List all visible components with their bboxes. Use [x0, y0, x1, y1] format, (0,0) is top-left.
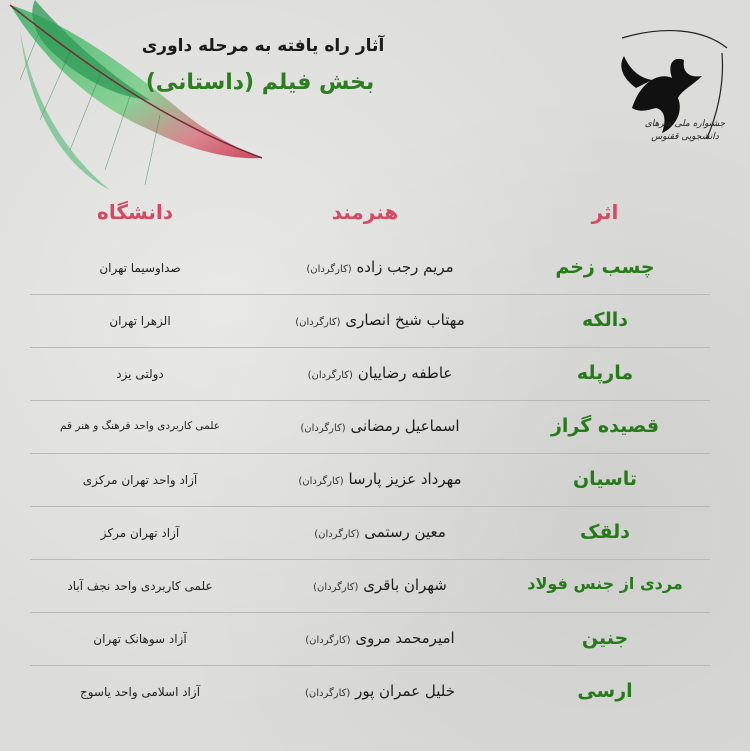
work-title: مردی از جنس فولاد	[527, 574, 683, 593]
artist-name: عاطفه رضاییان	[357, 364, 453, 382]
artist-name: خلیل عمران پور	[355, 682, 455, 700]
university-name: دولتی یزد	[116, 367, 164, 381]
artist-cell	[260, 311, 500, 329]
work-title: دالکه	[582, 309, 628, 331]
artist-role: (کارگردان)	[295, 317, 341, 328]
artist-role: (کارگردان)	[305, 635, 351, 646]
table-row	[30, 401, 710, 454]
artist-cell	[260, 629, 500, 647]
artist-cell	[260, 364, 500, 382]
university-name: آزاد اسلامی واحد یاسوج	[79, 685, 201, 699]
column-header-university: دانشگاه	[97, 200, 173, 224]
work-title: چسب زخم	[555, 256, 655, 278]
table-row	[30, 454, 710, 507]
artist-role: (کارگردان)	[306, 264, 352, 275]
table-row	[30, 242, 710, 295]
university-name: آزاد واحد تهران مرکزی	[82, 473, 198, 487]
artist-name: اسماعیل رمضانی	[350, 417, 460, 435]
logo-text: جشنواره ملی هنرهای دانشجویی ققنوس	[644, 119, 726, 142]
work-title: قصیده گراز	[550, 415, 660, 437]
table-row	[30, 560, 710, 613]
table-row	[30, 666, 710, 718]
artist-cell	[260, 417, 500, 435]
artist-role: (کارگردان)	[313, 582, 359, 593]
artist-cell	[260, 576, 500, 594]
artist-role: (کارگردان)	[305, 688, 351, 699]
artist-cell	[260, 523, 500, 541]
table-row	[30, 507, 710, 560]
university-name: الزهرا تهران	[109, 314, 171, 328]
table-row	[30, 348, 710, 401]
entries-table	[30, 242, 710, 718]
column-header-work: اثر	[591, 200, 619, 224]
university-name: علمی کاربردی واحد نجف آباد	[67, 579, 213, 593]
work-title: جنین	[581, 627, 629, 649]
university-name: صداوسیما تهران	[99, 261, 181, 275]
work-title: مارپله	[576, 362, 634, 384]
artist-name: معین رستمی	[364, 523, 446, 541]
university-name: علمی کاربردی واحد فرهنگ و هنر قم	[60, 420, 220, 432]
work-title: تاسیان	[572, 468, 638, 490]
table-row	[30, 613, 710, 666]
artist-cell	[260, 258, 500, 276]
column-header-artist: هنرمند	[331, 200, 399, 224]
artist-cell	[260, 682, 500, 700]
artist-name: مهرداد عزیز پارسا	[348, 470, 462, 488]
feather-decoration	[0, 0, 270, 200]
artist-role: (کارگردان)	[300, 423, 346, 434]
table-row	[30, 295, 710, 348]
artist-role: (کارگردان)	[307, 370, 353, 381]
page-title: بخش فیلم (داستانی)	[145, 70, 375, 95]
university-name: آزاد تهران مرکز	[100, 526, 180, 540]
artist-name: امیرمحمد مروی	[355, 629, 455, 647]
university-name: آزاد سوهانک تهران	[93, 632, 187, 646]
work-title: ارسی	[577, 680, 633, 702]
artist-cell	[260, 470, 500, 488]
artist-name: مهتاب شیخ انصاری	[345, 311, 465, 329]
artist-role: (کارگردان)	[314, 529, 360, 540]
page-subtitle: آثار راه یافته به مرحله داوری	[141, 36, 385, 56]
artist-name: شهران باقری	[363, 576, 447, 594]
artist-name: مریم رجب زاده	[356, 258, 454, 276]
work-title: دلقک	[579, 521, 630, 543]
artist-role: (کارگردان)	[298, 476, 344, 487]
